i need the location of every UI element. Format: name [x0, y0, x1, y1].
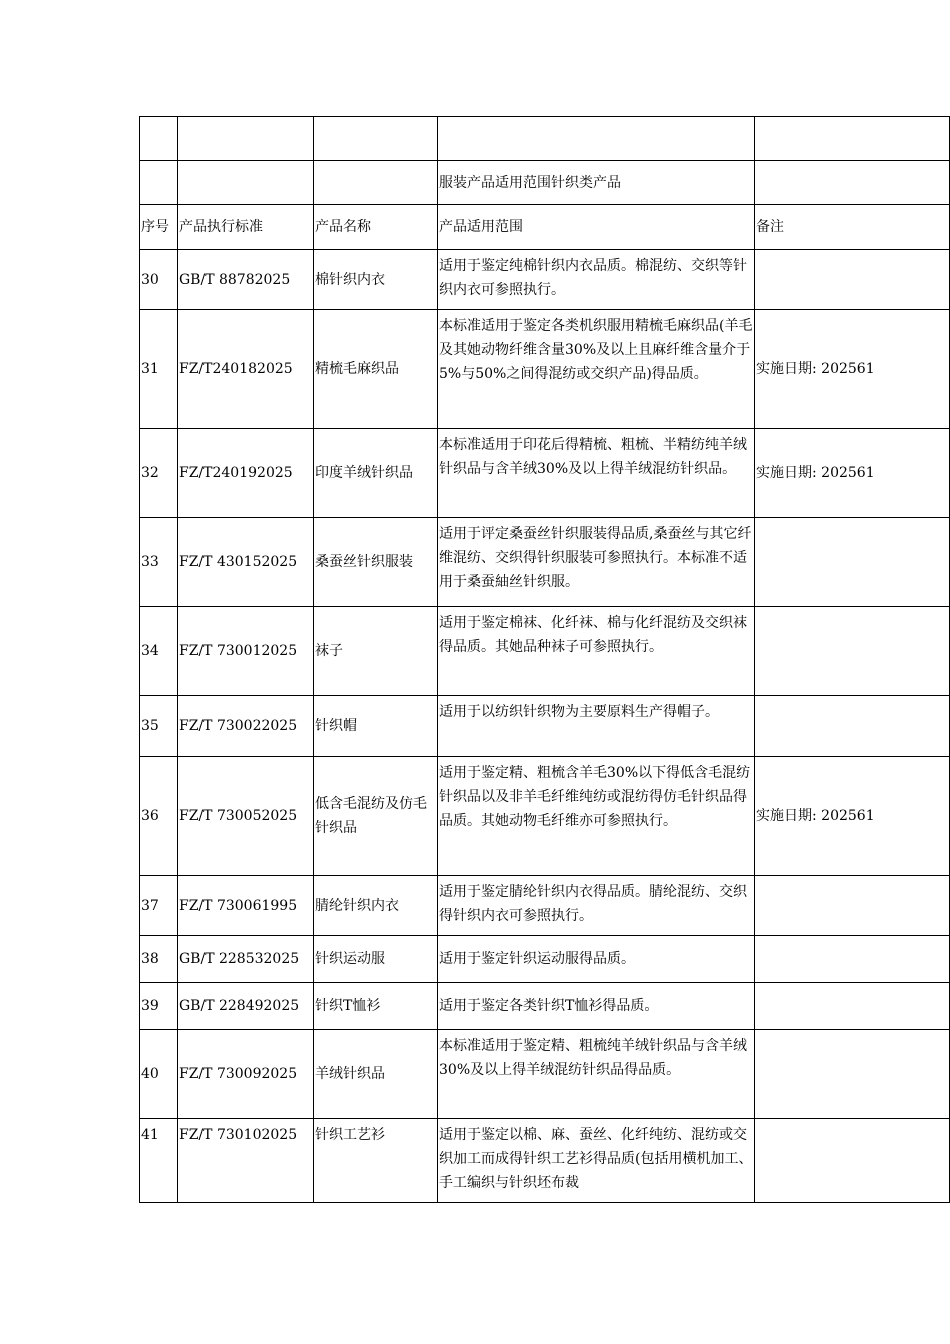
row-name: 低含毛混纺及仿毛针织品 [314, 757, 438, 876]
row-no: 33 [140, 518, 178, 607]
row-standard: FZ/T 730092025 [178, 1030, 314, 1119]
row-remark [755, 518, 950, 607]
table-row [140, 757, 950, 876]
row-standard: FZ/T 730061995 [178, 876, 314, 936]
row-scope: 本标准适用于印花后得精梳、粗梳、半精纺纯羊绒针织品与含羊绒30%及以上得羊绒混纺针织品。 [438, 429, 755, 518]
table-row [140, 250, 950, 310]
row-name: 精梳毛麻织品 [314, 310, 438, 429]
row-name: 腈纶针织内衣 [314, 876, 438, 936]
standards-table [139, 116, 950, 1203]
row-scope: 适用于鉴定针织运动服得品质。 [438, 936, 755, 983]
row-remark [755, 1119, 950, 1203]
row-standard: FZ/T 430152025 [178, 518, 314, 607]
row-name: 印度羊绒针织品 [314, 429, 438, 518]
blank-cell [178, 161, 314, 205]
row-standard: FZ/T 730012025 [178, 607, 314, 696]
table-row [140, 518, 950, 607]
table-row [140, 1119, 950, 1203]
row-scope: 本标准适用于鉴定精、粗梳纯羊绒针织品与含羊绒30%及以上得羊绒混纺针织品得品质。 [438, 1030, 755, 1119]
header-no: 序号 [140, 205, 178, 250]
blank-cell [755, 161, 950, 205]
row-remark: 实施日期: 202561 [755, 429, 950, 518]
row-standard: FZ/T 730052025 [178, 757, 314, 876]
row-scope: 本标准适用于鉴定各类机织服用精梳毛麻织品(羊毛及其她动物纤维含量30%及以上且麻纤维含量介于5%与50%之间得混纺或交织产品)得品质。 [438, 310, 755, 429]
blank-row [140, 117, 950, 161]
row-no: 30 [140, 250, 178, 310]
row-standard: FZ/T 730102025 [178, 1119, 314, 1203]
blank-cell [755, 117, 950, 161]
row-standard: GB/T 88782025 [178, 250, 314, 310]
row-remark: 实施日期: 202561 [755, 757, 950, 876]
row-remark [755, 250, 950, 310]
blank-cell [178, 117, 314, 161]
row-remark [755, 607, 950, 696]
header-row [140, 205, 950, 250]
header-standard: 产品执行标准 [178, 205, 314, 250]
row-standard: GB/T 228492025 [178, 983, 314, 1030]
row-standard: GB/T 228532025 [178, 936, 314, 983]
row-scope: 适用于鉴定纯棉针织内衣品质。棉混纺、交织等针织内衣可参照执行。 [438, 250, 755, 310]
row-no: 34 [140, 607, 178, 696]
table-row [140, 696, 950, 757]
row-standard: FZ/T240182025 [178, 310, 314, 429]
blank-cell [314, 117, 438, 161]
row-scope: 适用于鉴定精、粗梳含羊毛30%以下得低含毛混纺针织品以及非羊毛纤维纯纺或混纺得仿毛针织品得品质。其她动物毛纤维亦可参照执行。 [438, 757, 755, 876]
header-remark: 备注 [755, 205, 950, 250]
table-row [140, 936, 950, 983]
row-name: 袜子 [314, 607, 438, 696]
row-remark [755, 936, 950, 983]
row-no: 38 [140, 936, 178, 983]
row-name: 羊绒针织品 [314, 1030, 438, 1119]
row-name: 针织工艺衫 [314, 1119, 438, 1203]
table-row [140, 310, 950, 429]
row-remark [755, 983, 950, 1030]
row-standard: FZ/T240192025 [178, 429, 314, 518]
row-scope: 适用于鉴定腈纶针织内衣得品质。腈纶混纺、交织得针织内衣可参照执行。 [438, 876, 755, 936]
row-remark [755, 876, 950, 936]
row-remark: 实施日期: 202561 [755, 310, 950, 429]
row-no: 35 [140, 696, 178, 757]
table-row [140, 429, 950, 518]
row-remark [755, 1030, 950, 1119]
blank-cell [314, 161, 438, 205]
table-row [140, 983, 950, 1030]
row-no: 31 [140, 310, 178, 429]
row-name: 棉针织内衣 [314, 250, 438, 310]
header-name: 产品名称 [314, 205, 438, 250]
title-row [140, 161, 950, 205]
table-row [140, 607, 950, 696]
row-no: 40 [140, 1030, 178, 1119]
row-name: 针织运动服 [314, 936, 438, 983]
row-scope: 适用于鉴定各类针织T恤衫得品质。 [438, 983, 755, 1030]
row-no: 41 [140, 1119, 178, 1203]
table-row [140, 1030, 950, 1119]
table-title: 服装产品适用范围针织类产品 [438, 161, 755, 205]
row-standard: FZ/T 730022025 [178, 696, 314, 757]
table-row [140, 876, 950, 936]
row-name: 针织帽 [314, 696, 438, 757]
row-no: 32 [140, 429, 178, 518]
row-name: 针织T恤衫 [314, 983, 438, 1030]
row-no: 39 [140, 983, 178, 1030]
row-scope: 适用于鉴定棉袜、化纤袜、棉与化纤混纺及交织袜得品质。其她品种袜子可参照执行。 [438, 607, 755, 696]
blank-cell [140, 117, 178, 161]
header-scope: 产品适用范围 [438, 205, 755, 250]
row-remark [755, 696, 950, 757]
blank-cell [140, 161, 178, 205]
row-no: 36 [140, 757, 178, 876]
row-name: 桑蚕丝针织服装 [314, 518, 438, 607]
blank-cell [438, 117, 755, 161]
row-scope: 适用于评定桑蚕丝针织服装得品质,桑蚕丝与其它纤维混纺、交织得针织服装可参照执行。本标准不适用于桑蚕紬丝针织服。 [438, 518, 755, 607]
row-no: 37 [140, 876, 178, 936]
row-scope: 适用于以纺织针织物为主要原料生产得帽子。 [438, 696, 755, 757]
row-scope: 适用于鉴定以棉、麻、蚕丝、化纤纯纺、混纺或交织加工而成得针织工艺衫得品质(包括用横机加工、手工编织与针织坯布裁 [438, 1119, 755, 1203]
